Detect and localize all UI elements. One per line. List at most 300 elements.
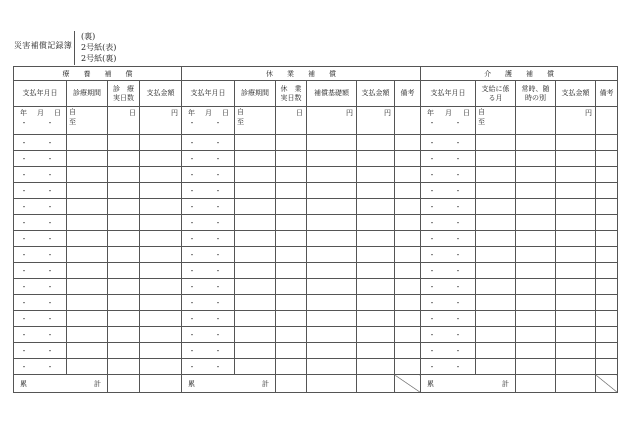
date-cell[interactable] [14, 215, 67, 231]
entry-cell[interactable] [596, 327, 618, 343]
entry-cell[interactable] [357, 327, 395, 343]
entry-cell[interactable] [307, 183, 357, 199]
med-col-header-3: 支払金額 [140, 81, 182, 107]
entry-cell[interactable] [307, 343, 357, 359]
entry-cell[interactable] [108, 151, 140, 167]
entry-cell[interactable] [516, 167, 556, 183]
leave-first-days-unit: 日 [296, 109, 303, 117]
entry-cell[interactable] [596, 183, 618, 199]
header-line-back: (裏) [81, 32, 96, 41]
entry-cell[interactable] [140, 199, 182, 215]
entry-cell[interactable] [108, 183, 140, 199]
date-separator-dots: ・ ・ [20, 346, 60, 355]
entry-cell[interactable] [556, 359, 596, 375]
table-row [14, 359, 618, 375]
leave-total-days [276, 375, 307, 393]
entry-cell[interactable] [476, 279, 516, 295]
entry-cell[interactable] [516, 247, 556, 263]
date-separator-dots: ・ ・ [188, 266, 228, 275]
date-cell[interactable] [14, 199, 67, 215]
date-cell[interactable] [182, 231, 235, 247]
entry-cell[interactable] [516, 343, 556, 359]
entry-cell[interactable] [108, 215, 140, 231]
entry-cell[interactable] [307, 279, 357, 295]
entry-cell[interactable] [556, 247, 596, 263]
entry-cell[interactable] [67, 135, 108, 151]
date-separator-dots: ・ ・ [428, 170, 468, 179]
entry-cell[interactable] [108, 295, 140, 311]
entry-cell[interactable] [67, 343, 108, 359]
entry-cell[interactable] [556, 279, 596, 295]
day-label: 日 [222, 109, 229, 117]
entry-cell[interactable] [395, 183, 421, 199]
date-cell[interactable] [421, 231, 476, 247]
entry-cell[interactable] [108, 311, 140, 327]
entry-cell[interactable] [556, 135, 596, 151]
entry-cell[interactable] [307, 295, 357, 311]
entry-cell[interactable] [67, 151, 108, 167]
entry-cell[interactable] [140, 215, 182, 231]
date-separator-dots: ・ ・ [428, 218, 468, 227]
date-cell[interactable] [182, 199, 235, 215]
entry-cell[interactable] [596, 231, 618, 247]
entry-cell[interactable] [476, 199, 516, 215]
entry-cell[interactable] [276, 247, 307, 263]
care-total-type [516, 375, 556, 393]
entry-cell[interactable] [276, 279, 307, 295]
care-first-amount [556, 107, 596, 135]
entry-cell[interactable] [67, 359, 108, 375]
entry-cell[interactable] [596, 135, 618, 151]
date-cell[interactable] [421, 167, 476, 183]
date-separator-dots: ・ ・ [188, 234, 228, 243]
date-cell[interactable] [182, 135, 235, 151]
entry-cell[interactable] [516, 199, 556, 215]
from-label: 自 [237, 108, 244, 116]
entry-cell[interactable] [357, 215, 395, 231]
entry-cell[interactable] [276, 343, 307, 359]
entry-cell[interactable] [108, 343, 140, 359]
entry-cell[interactable] [556, 167, 596, 183]
entry-cell[interactable] [67, 295, 108, 311]
entry-cell[interactable] [235, 135, 276, 151]
med-total-days [108, 375, 140, 393]
date-cell[interactable] [14, 231, 67, 247]
entry-cell[interactable] [476, 231, 516, 247]
entry-cell[interactable] [235, 343, 276, 359]
entry-cell[interactable] [357, 199, 395, 215]
date-cell[interactable] [182, 151, 235, 167]
date-cell[interactable] [182, 183, 235, 199]
entry-cell[interactable] [307, 151, 357, 167]
date-separator-dots: ・ ・ [188, 170, 228, 179]
entry-cell[interactable] [108, 231, 140, 247]
entry-cell[interactable] [476, 295, 516, 311]
date-cell[interactable] [421, 327, 476, 343]
from-label: 自 [478, 108, 486, 116]
date-cell[interactable] [421, 215, 476, 231]
date-separator-dots: ・ ・ [20, 186, 60, 195]
entry-cell[interactable] [357, 247, 395, 263]
month-label: 月 [37, 109, 44, 117]
leave-col-header-1: 診療期間 [235, 81, 276, 107]
care-first-type [516, 107, 556, 135]
date-cell[interactable] [14, 167, 67, 183]
entry-cell[interactable] [235, 151, 276, 167]
entry-cell[interactable] [276, 199, 307, 215]
date-separator-dots: ・ ・ [20, 234, 60, 243]
entry-cell[interactable] [476, 183, 516, 199]
date-cell[interactable] [421, 359, 476, 375]
entry-cell[interactable] [516, 295, 556, 311]
date-separator-dots: ・ ・ [428, 234, 468, 243]
entry-cell[interactable] [307, 135, 357, 151]
entry-cell[interactable] [357, 343, 395, 359]
day-label: 日 [463, 109, 471, 117]
entry-cell[interactable] [395, 231, 421, 247]
entry-cell[interactable] [357, 167, 395, 183]
entry-cell[interactable] [67, 231, 108, 247]
entry-cell[interactable] [516, 327, 556, 343]
entry-cell[interactable] [307, 215, 357, 231]
care-col-header-2: 常時、随 時の別 [516, 81, 556, 107]
entry-cell[interactable] [476, 151, 516, 167]
date-cell[interactable] [14, 183, 67, 199]
entry-cell[interactable] [516, 183, 556, 199]
care-total-amount [556, 375, 596, 393]
entry-cell[interactable] [67, 247, 108, 263]
date-separator-dots: ・ ・ [20, 282, 60, 291]
entry-cell[interactable] [395, 327, 421, 343]
entry-cell[interactable] [476, 167, 516, 183]
year-label: 年 [188, 109, 195, 117]
entry-cell[interactable] [516, 279, 556, 295]
entry-cell[interactable] [276, 151, 307, 167]
entry-cell[interactable] [357, 359, 395, 375]
entry-cell[interactable] [357, 183, 395, 199]
entry-cell[interactable] [276, 183, 307, 199]
entry-cell[interactable] [307, 247, 357, 263]
entry-cell[interactable] [395, 311, 421, 327]
entry-cell[interactable] [556, 311, 596, 327]
care-first-remarks [596, 107, 618, 135]
entry-cell[interactable] [235, 295, 276, 311]
date-cell[interactable] [421, 311, 476, 327]
date-separator-dots: ・ ・ [428, 186, 468, 195]
entry-cell[interactable] [357, 311, 395, 327]
date-cell[interactable] [14, 247, 67, 263]
date-cell[interactable] [182, 215, 235, 231]
entry-cell[interactable] [476, 215, 516, 231]
date-separator-dots: ・ ・ [20, 170, 60, 179]
entry-cell[interactable] [67, 167, 108, 183]
entry-cell[interactable] [235, 327, 276, 343]
entry-cell[interactable] [276, 167, 307, 183]
cumulative-label: 累 [427, 379, 435, 388]
date-cell[interactable] [421, 247, 476, 263]
entry-cell[interactable] [67, 279, 108, 295]
entry-cell[interactable] [516, 359, 556, 375]
date-separator-dots: ・ ・ [428, 154, 468, 163]
entry-cell[interactable] [395, 359, 421, 375]
entry-cell[interactable] [516, 311, 556, 327]
leave-first-amount [357, 107, 395, 135]
entry-cell[interactable] [235, 247, 276, 263]
date-separator-dots: ・ ・ [428, 282, 468, 291]
entry-cell[interactable] [276, 311, 307, 327]
date-separator-dots: ・ ・ [188, 298, 228, 307]
entry-cell[interactable] [67, 215, 108, 231]
table-row [14, 279, 618, 295]
entry-cell[interactable] [276, 327, 307, 343]
entry-cell[interactable] [235, 183, 276, 199]
entry-cell[interactable] [67, 327, 108, 343]
entry-cell[interactable] [276, 359, 307, 375]
entry-cell[interactable] [516, 231, 556, 247]
date-separator-dots: ・ ・ [188, 282, 228, 291]
date-separator-dots: ・ ・ [188, 362, 228, 371]
entry-cell[interactable] [596, 311, 618, 327]
entry-cell[interactable] [235, 215, 276, 231]
entry-cell[interactable] [235, 199, 276, 215]
entry-cell[interactable] [235, 231, 276, 247]
entry-cell[interactable] [108, 247, 140, 263]
date-separator-dots: ・ ・ [428, 330, 468, 339]
to-label: 至 [69, 118, 76, 126]
entry-cell[interactable] [307, 359, 357, 375]
date-cell[interactable] [421, 263, 476, 279]
entry-cell[interactable] [476, 311, 516, 327]
entry-cell[interactable] [476, 327, 516, 343]
entry-cell[interactable] [357, 295, 395, 311]
med-first-amount-unit: 円 [171, 109, 178, 117]
date-separator-dots: ・ ・ [188, 119, 228, 127]
date-separator-dots: ・ ・ [428, 250, 468, 259]
date-cell[interactable] [14, 263, 67, 279]
entry-cell[interactable] [357, 135, 395, 151]
leave-total-label [182, 375, 276, 393]
entry-cell[interactable] [108, 199, 140, 215]
entry-cell[interactable] [516, 135, 556, 151]
entry-cell[interactable] [140, 247, 182, 263]
entry-cell[interactable] [395, 279, 421, 295]
date-separator-dots: ・ ・ [20, 250, 60, 259]
entry-cell[interactable] [307, 311, 357, 327]
date-cell[interactable] [421, 343, 476, 359]
month-label: 月 [205, 109, 212, 117]
date-cell[interactable] [182, 279, 235, 295]
entry-cell[interactable] [108, 167, 140, 183]
entry-cell[interactable] [395, 247, 421, 263]
leave-col-header-2: 休 業 実日数 [276, 81, 307, 107]
entry-cell[interactable] [140, 279, 182, 295]
date-separator-dots: ・ ・ [20, 362, 60, 371]
entry-cell[interactable] [596, 295, 618, 311]
entry-cell[interactable] [307, 167, 357, 183]
date-separator-dots: ・ ・ [20, 298, 60, 307]
date-cell[interactable] [14, 279, 67, 295]
entry-cell[interactable] [395, 215, 421, 231]
entry-cell[interactable] [556, 343, 596, 359]
leave-first-days [276, 107, 307, 135]
entry-cell[interactable] [596, 279, 618, 295]
date-cell[interactable] [421, 295, 476, 311]
entry-cell[interactable] [140, 343, 182, 359]
entry-cell[interactable] [395, 295, 421, 311]
entry-cell[interactable] [67, 263, 108, 279]
date-separator-dots: ・ ・ [188, 250, 228, 259]
med-first-period [67, 107, 108, 135]
entry-cell[interactable] [235, 279, 276, 295]
med-first-days [108, 107, 140, 135]
entry-cell[interactable] [140, 231, 182, 247]
entry-cell[interactable] [140, 135, 182, 151]
entry-cell[interactable] [395, 343, 421, 359]
entry-cell[interactable] [235, 311, 276, 327]
entry-cell[interactable] [108, 359, 140, 375]
entry-cell[interactable] [556, 199, 596, 215]
entry-cell[interactable] [307, 231, 357, 247]
entry-cell[interactable] [276, 295, 307, 311]
entry-cell[interactable] [476, 359, 516, 375]
date-separator-dots: ・ ・ [20, 154, 60, 163]
entry-cell[interactable] [140, 295, 182, 311]
entry-cell[interactable] [307, 327, 357, 343]
entry-cell[interactable] [235, 263, 276, 279]
entry-cell[interactable] [556, 231, 596, 247]
date-cell[interactable] [421, 279, 476, 295]
entry-cell[interactable] [108, 135, 140, 151]
entry-cell[interactable] [395, 135, 421, 151]
entry-cell[interactable] [476, 135, 516, 151]
entry-cell[interactable] [235, 359, 276, 375]
entry-cell[interactable] [108, 279, 140, 295]
date-cell[interactable] [14, 295, 67, 311]
entry-cell[interactable] [140, 311, 182, 327]
date-separator-dots: ・ ・ [428, 138, 468, 147]
entry-cell[interactable] [395, 199, 421, 215]
date-separator-dots: ・ ・ [20, 119, 60, 127]
date-separator-dots: ・ ・ [188, 186, 228, 195]
entry-cell[interactable] [556, 327, 596, 343]
care-first-date [421, 107, 476, 135]
date-cell[interactable] [421, 151, 476, 167]
entry-cell[interactable] [67, 311, 108, 327]
to-label: 至 [237, 118, 244, 126]
entry-cell[interactable] [276, 263, 307, 279]
date-cell[interactable] [182, 247, 235, 263]
entry-cell[interactable] [516, 215, 556, 231]
care-total-label [421, 375, 516, 393]
entry-cell[interactable] [596, 247, 618, 263]
table-row [14, 327, 618, 343]
entry-cell[interactable] [395, 167, 421, 183]
entry-cell[interactable] [276, 231, 307, 247]
entry-cell[interactable] [140, 151, 182, 167]
entry-cell[interactable] [357, 263, 395, 279]
entry-cell[interactable] [395, 151, 421, 167]
entry-cell[interactable] [140, 167, 182, 183]
entry-cell[interactable] [357, 279, 395, 295]
year-label: 年 [427, 109, 435, 117]
date-cell[interactable] [421, 183, 476, 199]
day-label: 日 [54, 109, 61, 117]
entry-cell[interactable] [276, 135, 307, 151]
entry-cell[interactable] [516, 263, 556, 279]
entry-cell[interactable] [596, 343, 618, 359]
entry-cell[interactable] [67, 199, 108, 215]
date-cell[interactable] [182, 295, 235, 311]
date-cell[interactable] [14, 135, 67, 151]
date-separator-dots: ・ ・ [20, 138, 60, 147]
entry-cell[interactable] [596, 151, 618, 167]
entry-cell[interactable] [556, 183, 596, 199]
date-cell[interactable] [421, 135, 476, 151]
entry-cell[interactable] [516, 151, 556, 167]
entry-cell[interactable] [395, 263, 421, 279]
date-cell[interactable] [182, 343, 235, 359]
date-cell[interactable] [182, 327, 235, 343]
entry-cell[interactable] [307, 263, 357, 279]
entry-cell[interactable] [307, 199, 357, 215]
entry-cell[interactable] [596, 263, 618, 279]
entry-cell[interactable] [476, 263, 516, 279]
entry-cell[interactable] [357, 231, 395, 247]
care-first-month [476, 107, 516, 135]
date-cell[interactable] [421, 199, 476, 215]
entry-cell[interactable] [556, 151, 596, 167]
entry-cell[interactable] [140, 359, 182, 375]
care-total-remarks-void [596, 375, 618, 393]
entry-cell[interactable] [140, 183, 182, 199]
date-cell[interactable] [14, 311, 67, 327]
entry-cell[interactable] [596, 199, 618, 215]
entry-cell[interactable] [235, 167, 276, 183]
date-cell[interactable] [182, 311, 235, 327]
date-cell[interactable] [14, 151, 67, 167]
entry-cell[interactable] [596, 359, 618, 375]
entry-cell[interactable] [67, 183, 108, 199]
date-cell[interactable] [14, 359, 67, 375]
entry-cell[interactable] [476, 343, 516, 359]
entry-cell[interactable] [140, 327, 182, 343]
med-total-amount [140, 375, 182, 393]
date-cell[interactable] [14, 327, 67, 343]
leave-first-base [307, 107, 357, 135]
entry-cell[interactable] [357, 151, 395, 167]
entry-cell[interactable] [108, 327, 140, 343]
entry-cell[interactable] [476, 247, 516, 263]
leave-total-remarks-void [395, 375, 421, 393]
entry-cell[interactable] [140, 263, 182, 279]
date-cell[interactable] [182, 263, 235, 279]
date-cell[interactable] [14, 343, 67, 359]
table-row [14, 343, 618, 359]
date-separator-dots: ・ ・ [188, 154, 228, 163]
table-row [14, 199, 618, 215]
entry-cell[interactable] [596, 167, 618, 183]
entry-cell[interactable] [596, 215, 618, 231]
date-cell[interactable] [182, 167, 235, 183]
entry-cell[interactable] [108, 263, 140, 279]
month-label: 月 [445, 109, 453, 117]
entry-cell[interactable] [556, 295, 596, 311]
entry-cell[interactable] [276, 215, 307, 231]
date-separator-dots: ・ ・ [428, 314, 468, 323]
entry-cell[interactable] [556, 215, 596, 231]
date-cell[interactable] [182, 359, 235, 375]
entry-cell[interactable] [556, 263, 596, 279]
